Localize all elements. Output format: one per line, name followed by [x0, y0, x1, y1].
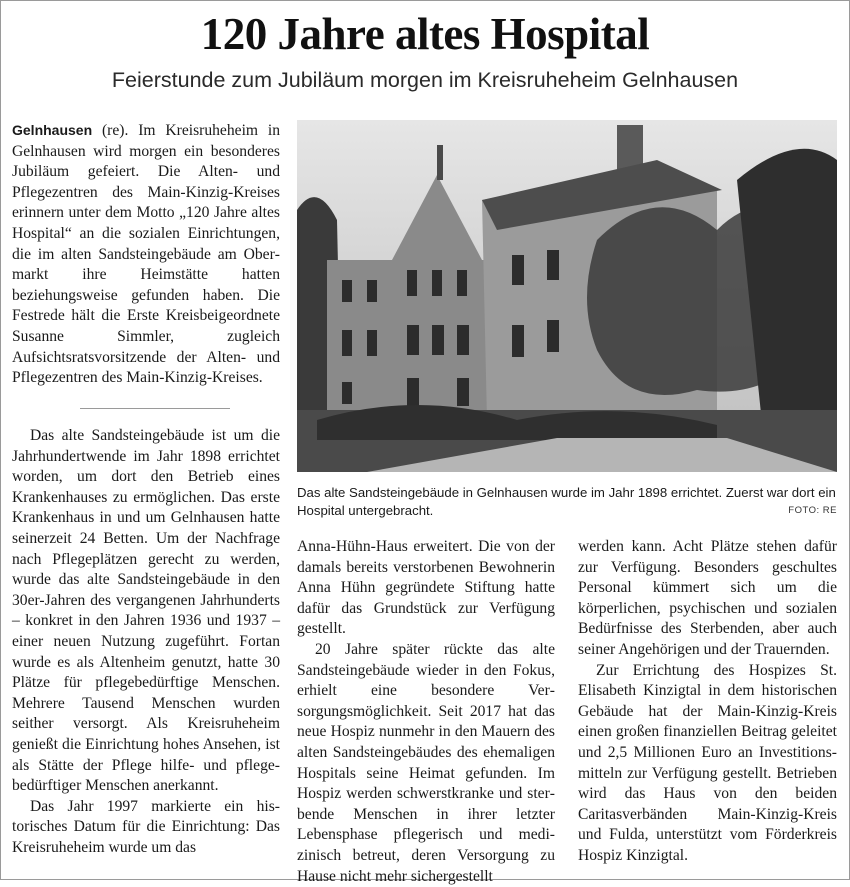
photo-caption: Das alte Sandsteingebäude in Gelnhausen wurde im Jahr 1898 errichtet. Zuerst war dort ein Hospital untergebracht. — [297, 485, 836, 518]
building-photo — [297, 120, 837, 472]
headline: 120 Jahre altes Hospital — [200, 9, 650, 59]
paragraph: Anna-Hühn-Haus erweitert. Die von der damals bereits verstorbenen Bewohnerin Anna Hühn gegründete Stiftung hatte dafür das Grundstück zur Verfügung gestellt. — [297, 538, 555, 638]
paragraph: 20 Jahre später rückte das alte Sandsteingebäude wieder in den Fokus, erhielt eine besondere Versorgungsmöglichkeit. Seit 2017 hat das neue Hospiz nunmehr in den Mauern des alten Sandsteingebäudes des ehemaligen Hospitals seine Heimat gefunden. Im Hospiz werden schwerstkranke und sterbende Menschen in ihrer letzter Lebensphase pflegerisch und medizinisch betreut, deren Versorgung zu Hause nicht mehr sichergestellt — [297, 640, 555, 885]
lead-paragraph — [12, 120, 280, 389]
photo-credit: FOTO: RE — [788, 505, 837, 516]
section-divider — [80, 408, 230, 409]
paragraph: werden kann. Acht Plätze stehen dafür zur Verfügung. Besonders geschultes Personal kümmert sich um die körperlichen, psychischen und sozialen Bedürfnisse des Sterbenden, aber auch seiner Angehörigen und der Trauernden. — [578, 538, 837, 658]
body-column-2 — [297, 537, 555, 887]
dateline: Gelnhausen — [12, 122, 93, 138]
paragraph: Zur Errichtung des Hospizes St. Elisabeth Kinzigtal in dem historischen Gebäude hat der Main-Kinzig-Kreis einen großen finanziellen Beitrag geleitet und 2,5 Millionen Euro an Investitionsmitteln zur Verfügung gestellt. Betrieben wird das Haus von den beiden Caritasverbänden Main-Kinzig-Kreis und Fulda, unterstützt vom Förderkreis Hospiz Kinzigtal. — [578, 661, 837, 864]
subheadline: Feierstunde zum Jubiläum morgen im Kreisruheheim Gelnhausen — [111, 68, 739, 92]
body-column-3 — [578, 537, 837, 867]
body-column-1 — [12, 426, 280, 858]
paragraph: Das Jahr 1997 markierte ein historisches Datum für die Einrichtung: Das Kreisruheheim wurde um das — [12, 797, 280, 856]
paragraph: Das alte Sandsteingebäude ist um die Jahrhundertwende im Jahr 1898 errichtet worden, um dort den Betrieb eines Krankenhauses zu ermöglichen. Das erste Krankenhaus in und um Gelnhausen hatte seinerzeit 24 Betten. Um der Nachfrage nach Pflegeplätzen gerecht zu werden, wurde das alte Sandsteingebäude in den 30er-Jahren des vergangenen Jahrhunderts – konkret in den Jahren 1936 und 1937 – einer neuen Nutzung zugeführt. Fortan wurde es als Altenheim genutzt, hatte 30 Plätze für pflegebedürftige Menschen. Mehrere Tausend Menschen wurden seither versorgt. Als Kreisruheheim genießt die Einrichtung hohes Ansehen, ist als Stätte der Pflege hilfe- und pflegebedürftiger Menschen anerkannt. — [12, 427, 280, 795]
lead-text: (re). Im Kreisruheheim in Gelnhausen wird morgen ein besonderes Jubiläum gefeiert. Die Alten- und Pflegezentren des Main-Kinzig-Kreises erinnern unter dem Motto „120 Jahre altes Hospital“ an die sozialen Einrichtungen, die im alten Sandsteingebäude am Obermarkt ihre Heimstätte hatten beziehungsweise gefunden haben. Die Festrede hält die Erste Kreisbeigeordnete Susanne Simmler, zugleich Aufsichtsratsvorsitzende der Alten- und Pflegezentren des Main-Kinzig-Kreises. — [12, 122, 280, 387]
